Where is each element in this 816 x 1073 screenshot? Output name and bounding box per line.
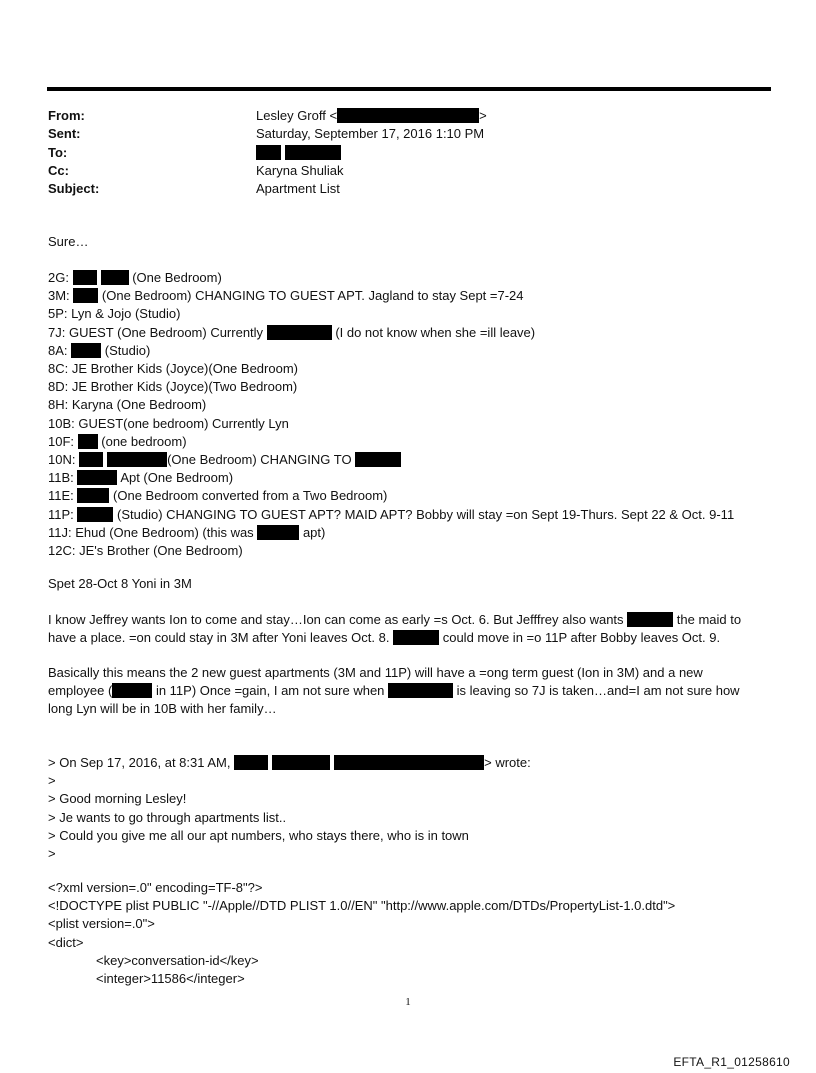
redaction-box [73,288,98,303]
paragraph-2-line-1: Basically this means the 2 new guest apartments (3M and 11P) will have a =ong term guest (Ion in 3M) and a new [48,665,703,680]
greeting: Sure… [48,234,89,249]
redaction-box [355,452,401,467]
quote-blank: > [48,846,56,862]
redaction-box [393,630,439,645]
apt-11p: 11P: (Studio) CHANGING TO GUEST APT? MAID APT? Bobby will stay =on Sept 19-Thurs. Sept 22 & Oct. 9-11 [48,506,735,522]
redaction-box [267,325,332,340]
redaction-box [107,452,167,467]
from-value [256,107,487,125]
redaction-box [388,683,453,698]
redaction-box [257,525,299,540]
document-id: EFTA_R1_01258610 [673,1055,790,1069]
paragraph-2-line-3: long Lyn will be in 10B with her family… [48,701,277,717]
redaction-box [234,755,268,770]
xml-block [48,879,675,988]
cc-label: Cc: [48,162,69,178]
apt-10f: 10F: (one bedroom) [48,433,187,449]
quote-intro: > On Sep 17, 2016, at 8:31 AM, > wrote: [48,755,531,770]
redaction-box [334,755,484,770]
subject-label: Subject: [48,181,100,197]
redaction-box [77,488,109,503]
redaction-box [256,145,281,160]
apt-10n: 10N: (One Bedroom) CHANGING TO [48,451,734,469]
redaction-box [73,270,97,285]
cc-value: Karyna Shuliak [256,162,344,178]
apt-2g: 2G: (One Bedroom) [48,270,222,285]
apt-8d: 8D: JE Brother Kids (Joyce)(Two Bedroom) [48,379,298,395]
apt-7j: 7J: GUEST (One Bedroom) Currently (I do not know when she =ill leave) [48,324,536,340]
xml-line: <!DOCTYPE plist PUBLIC "-//Apple//DTD PLIST 1.0//EN" "http://www.apple.com/DTDs/PropertyList-1.0.dtd"> [48,898,676,914]
apt-12c: 12C: JE's Brother (One Bedroom) [48,543,243,559]
paragraph-2 [48,664,740,719]
apartment-list [48,269,734,560]
quote-blank: > [48,773,56,789]
paragraph-1 [48,611,741,647]
header-divider [47,87,771,91]
xml-line: <key>conversation-id</key> [96,952,259,968]
redaction-box [101,270,129,285]
redaction-box [78,434,98,449]
redaction-box [272,755,330,770]
xml-line: <plist version=.0"> [48,916,155,932]
xml-line: <integer>11586</integer> [96,971,245,987]
apt-8c: 8C: JE Brother Kids (Joyce)(One Bedroom) [48,361,298,377]
header-labels [48,107,99,198]
schedule-note: Spet 28-Oct 8 Yoni in 3M [48,576,192,591]
redaction-box [337,108,479,123]
xml-line: <dict> [48,934,84,950]
quote-line: > Je wants to go through apartments list.. [48,809,287,825]
sent-value: Saturday, September 17, 2016 1:10 PM [256,126,485,142]
apt-8a: 8A: (Studio) [48,342,151,358]
apt-10b: 10B: GUEST(one bedroom) Currently Lyn [48,415,289,431]
redaction-box [112,683,152,698]
subject-value: Apartment List [256,181,340,197]
xml-line: <?xml version=.0" encoding=TF-8"?> [48,880,263,895]
from-close: > [479,108,487,123]
page-number: 1 [405,996,411,1008]
redaction-box [627,612,673,627]
paragraph-2-line-2: employee ( in 11P) Once =gain, I am not sure when is leaving so 7J is taken…and=I am not sure how [48,683,740,699]
paragraph-1-line-2: have a place. =on could stay in 3M after Yoni leaves Oct. 8. could move in =o 11P after Bobby leaves Oct. 9. [48,630,721,646]
to-value [256,144,487,162]
quote-line: > Good morning Lesley! [48,791,187,807]
paragraph-1-line-1: I know Jeffrey wants Ion to come and stay…Ion can come as early =s Oct. 6. But Jefffrey also wants the maid to [48,612,742,627]
redaction-box [285,145,341,160]
header-values [256,107,487,198]
redaction-box [71,343,101,358]
apt-11j: 11J: Ehud (One Bedroom) (this was apt) [48,524,326,540]
from-name: Lesley Groff < [256,108,338,123]
apt-5p: 5P: Lyn & Jojo (Studio) [48,306,181,322]
redaction-box [77,470,117,485]
apt-8h: 8H: Karyna (One Bedroom) [48,397,207,413]
apt-3m: 3M: (One Bedroom) CHANGING TO GUEST APT. Jagland to stay Sept =7-24 [48,288,524,304]
to-label: To: [48,144,68,160]
quoted-message [48,754,531,863]
redaction-box [79,452,103,467]
sent-label: Sent: [48,126,81,142]
apt-11b: 11B: Apt (One Bedroom) [48,470,234,486]
redaction-box [77,507,113,522]
apt-11e: 11E: (One Bedroom converted from a Two Bedroom) [48,488,388,504]
quote-line: > Could you give me all our apt numbers, who stays there, who is in town [48,827,469,843]
from-label: From: [48,108,85,123]
